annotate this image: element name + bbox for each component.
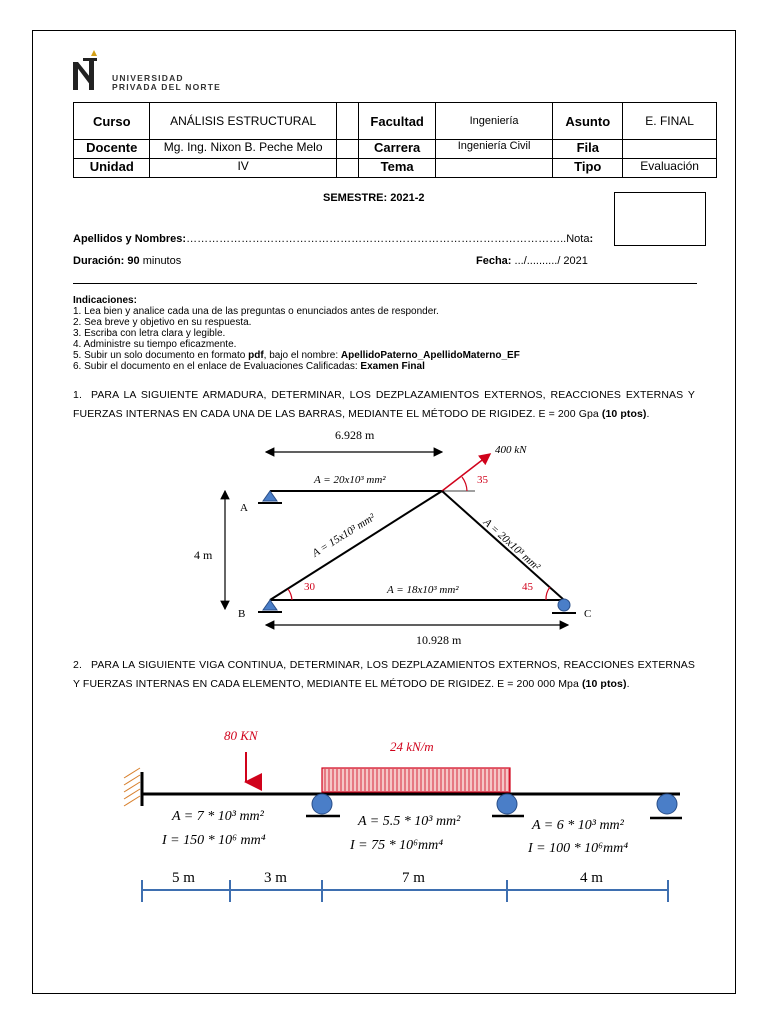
carrera-label: Carrera bbox=[359, 140, 435, 159]
fila-label: Fila bbox=[553, 140, 623, 159]
top-dimension-label: 6.928 m bbox=[335, 428, 375, 442]
unidad-label: Unidad bbox=[74, 159, 150, 178]
duracion-line bbox=[73, 255, 181, 267]
fecha-line bbox=[476, 255, 588, 267]
indicacion-item: 3. Escriba con letra clara y legible. bbox=[73, 328, 226, 339]
dimension-label: 7 m bbox=[402, 870, 425, 886]
member-right bbox=[442, 491, 564, 600]
nota-colon: : bbox=[589, 233, 594, 245]
indicacion-item bbox=[73, 361, 520, 372]
beam-diagram bbox=[110, 722, 710, 912]
asunto-label: Asunto bbox=[553, 103, 623, 140]
support-a-icon bbox=[263, 491, 277, 501]
unidad-value: IV bbox=[150, 159, 336, 178]
docente-value: Mg. Ing. Nixon B. Peche Melo bbox=[150, 140, 336, 159]
university-name bbox=[112, 74, 221, 92]
apellidos-line bbox=[73, 233, 593, 245]
angle-b-label: 30 bbox=[304, 581, 315, 593]
fila-value bbox=[623, 140, 717, 159]
asunto-value: E. FINAL bbox=[623, 103, 717, 140]
angle-top-label: 35 bbox=[477, 474, 488, 486]
tema-label: Tema bbox=[359, 159, 435, 178]
angle-b-arc bbox=[288, 589, 292, 600]
area-bottom-label: A = 18x10³ mm² bbox=[387, 584, 459, 596]
segment-2-inertia: I = 75 * 10⁶mm⁴ bbox=[350, 838, 444, 853]
indicacion-item bbox=[73, 350, 520, 361]
duracion-label: Duración: bbox=[73, 255, 125, 267]
segment-2-area: A = 5.5 * 10³ mm² bbox=[358, 814, 461, 829]
nota-label: Nota bbox=[566, 233, 590, 245]
indicacion-item: 1. Lea bien y analice cada una de las preguntas o enunciados antes de responder. bbox=[73, 306, 439, 317]
angle-top-arc bbox=[462, 477, 467, 491]
item6-pre: 6. Subir el documento en el enlace de Evaluaciones Calificadas: bbox=[73, 361, 361, 372]
question-1-text: PARA LA SIGUIENTE ARMADURA, DETERMINAR, LOS DEZPLAZAMIENTOS EXTERNOS, REACCIONES EXTERNAS Y FUERZAS INTERNAS EN CADA UNA DE LAS BARRAS, MEDIANTE EL MÉTODO DE RIGIDEZ. E = 200 Gpa bbox=[73, 389, 695, 420]
fecha-value: .../........../ 2021 bbox=[514, 255, 588, 267]
tema-value bbox=[435, 159, 552, 178]
dimension-label: 5 m bbox=[172, 870, 195, 886]
segment-1-area: A = 7 * 10³ mm² bbox=[172, 809, 264, 824]
area-top-label: A = 20x10³ mm² bbox=[314, 474, 386, 486]
roller-support-2-icon bbox=[497, 794, 517, 814]
node-a-label: A bbox=[240, 502, 248, 514]
question-2-number: 2. bbox=[73, 659, 82, 671]
question-1-dot: . bbox=[646, 408, 650, 420]
node-c-label: C bbox=[584, 608, 592, 620]
indicaciones-title: Indicaciones: bbox=[73, 295, 137, 306]
bottom-dimension-label: 10.928 m bbox=[416, 633, 462, 647]
facultad-label: Facultad bbox=[359, 103, 435, 140]
area-left-label: A = 15x10³ mm² bbox=[310, 511, 378, 560]
logo-line-1: UNIVERSIDAD bbox=[112, 73, 184, 83]
item5-pre: 5. Subir un solo documento en formato bbox=[73, 350, 249, 361]
fecha-label: Fecha: bbox=[476, 255, 512, 267]
nota-box bbox=[614, 192, 706, 246]
university-logo bbox=[70, 48, 110, 97]
item5-filename: ApellidoPaterno_ApellidoMaterno_EF bbox=[340, 350, 520, 361]
segment-3-inertia: I = 100 * 10⁶mm⁴ bbox=[528, 841, 629, 856]
fixed-support-hatch bbox=[124, 768, 140, 806]
spacer-cell bbox=[336, 159, 359, 178]
node-b-label: B bbox=[238, 608, 246, 620]
curso-label: Curso bbox=[74, 103, 150, 140]
support-b-icon bbox=[263, 600, 277, 610]
duracion-value: 90 bbox=[127, 255, 140, 267]
spacer-cell bbox=[336, 103, 359, 140]
roller-support-3-icon bbox=[657, 794, 677, 814]
divider bbox=[73, 283, 697, 284]
question-2-points: (10 ptos) bbox=[581, 678, 627, 690]
roller-support-1-icon bbox=[312, 794, 332, 814]
question-1-number: 1. bbox=[73, 389, 82, 401]
carrera-value: Ingeniería Civil bbox=[435, 140, 552, 159]
angle-c-label: 45 bbox=[522, 581, 533, 593]
logo-line-2: PRIVADA DEL NORTE bbox=[112, 82, 222, 92]
spacer-cell bbox=[336, 140, 359, 159]
apellidos-label: Apellidos y Nombres: bbox=[73, 233, 187, 245]
question-1-points: (10 ptos) bbox=[601, 408, 647, 420]
point-load-label: 80 KN bbox=[224, 728, 258, 743]
apellidos-dots: ………………………………………………………………………………………….. bbox=[186, 233, 567, 245]
distributed-load-block bbox=[322, 768, 510, 792]
semestre-heading: SEMESTRE: 2021-2 bbox=[323, 192, 425, 204]
dimension-label: 3 m bbox=[264, 870, 287, 886]
item5-pdf: pdf bbox=[248, 350, 264, 361]
tipo-label: Tipo bbox=[553, 159, 623, 178]
course-info-table bbox=[73, 102, 717, 178]
distributed-load-label: 24 kN/m bbox=[390, 739, 434, 754]
indicaciones-block bbox=[73, 295, 520, 372]
angle-c-arc bbox=[546, 587, 550, 600]
facultad-value: Ingeniería bbox=[435, 103, 552, 140]
tipo-value: Evaluación bbox=[623, 159, 717, 178]
dimension-label: 4 m bbox=[580, 870, 603, 886]
item5-mid: , bajo el nombre: bbox=[263, 350, 341, 361]
question-2-text: PARA LA SIGUIENTE VIGA CONTINUA, DETERMINAR, LOS DEZPLAZAMIENTOS EXTERNOS, REACCIONES EXTERNAS Y FUERZAS INTERNAS EN CADA ELEMENTO, MEDIANTE EL MÉTODO DE RIGIDEZ. E = 200 000 Mpa bbox=[73, 659, 695, 690]
truss-diagram bbox=[180, 425, 610, 655]
height-dimension-label: 4 m bbox=[194, 548, 213, 562]
load-label: 400 kN bbox=[495, 444, 527, 456]
curso-value: ANÁLISIS ESTRUCTURAL bbox=[150, 103, 336, 140]
duracion-unit: minutos bbox=[142, 255, 182, 267]
segment-1-inertia: I = 150 * 10⁶ mm⁴ bbox=[162, 833, 266, 848]
item6-bold: Examen Final bbox=[360, 361, 425, 372]
area-right-label: A = 20x10³ mm² bbox=[480, 516, 543, 574]
question-1 bbox=[73, 386, 695, 424]
question-2 bbox=[73, 656, 695, 694]
indicacion-item: 2. Sea breve y objetivo en su respuesta. bbox=[73, 317, 252, 328]
question-2-dot: . bbox=[626, 678, 630, 690]
support-c-icon bbox=[558, 599, 570, 611]
indicacion-item: 4. Administre su tiempo eficazmente. bbox=[73, 339, 237, 350]
docente-label: Docente bbox=[74, 140, 150, 159]
segment-3-area: A = 6 * 10³ mm² bbox=[532, 818, 624, 833]
